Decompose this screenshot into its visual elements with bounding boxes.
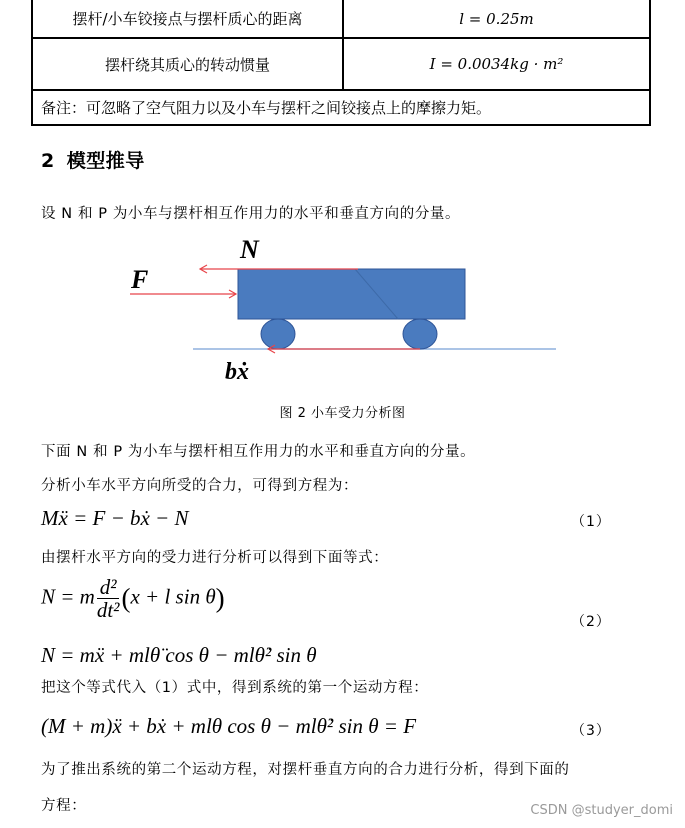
parameter-table [31, 0, 651, 126]
table-cell-label: 摆杆/小车铰接点与摆杆质心的距离 [32, 0, 343, 38]
section-heading [41, 146, 145, 173]
figure-caption: 图 2 小车受力分析图 [279, 406, 406, 421]
equation-1-number: （1） [571, 514, 611, 530]
paragraph: 为了推出系统的第二个运动方程，对摆杆垂直方向的合力进行分析，得到下面的 [41, 762, 570, 778]
table-cell-value: l = 0.25m [343, 0, 650, 38]
equation-2-rhs: x + l sin θ [130, 584, 216, 609]
table-cell-value: I = 0.0034kg · m² [343, 38, 650, 90]
equation-3: (M + m)ẍ + bẋ + mlθ cos θ − mlθ̇² sin θ = F [41, 714, 417, 738]
equation-1: Mẍ = F − bẋ − N [41, 506, 189, 530]
section-number: 2 [41, 150, 55, 172]
equation-2-lhs: N = m [41, 584, 95, 609]
friction-label: bẋ [225, 359, 249, 385]
paragraph: 把这个等式代入（1）式中，得到系统的第一个运动方程： [41, 680, 429, 696]
fraction-numerator: d² [97, 576, 120, 599]
table-note: 备注：可忽略了空气阻力以及小车与摆杆之间铰接点上的摩擦力矩。 [32, 90, 650, 125]
paragraph: 方程： [41, 798, 87, 814]
equation-3-number: （3） [571, 723, 611, 739]
equation-2-fraction [97, 576, 120, 621]
cart-force-diagram [0, 230, 685, 400]
cart-wheel-left [261, 319, 295, 349]
paragraph: 下面 N 和 P 为小车与摆杆相互作用力的水平和垂直方向的分量。 [41, 444, 476, 460]
table-cell-label: 摆杆绕其质心的转动惯量 [32, 38, 343, 90]
cart-body [238, 269, 465, 319]
section-title: 模型推导 [66, 150, 145, 172]
equation-2 [41, 576, 225, 621]
cart-wheel-right [403, 319, 437, 349]
paragraph: 由摆杆水平方向的受力进行分析可以得到下面等式： [41, 550, 389, 566]
paragraph: 分析小车水平方向所受的合力，可得到方程为： [41, 478, 359, 494]
equation-2b: N = mẍ + mlθ̈ cos θ − mlθ̇² sin θ [41, 643, 317, 667]
equation-2-number: （2） [571, 614, 611, 630]
force-n-label: N [240, 235, 259, 264]
paren-close-icon: ) [215, 583, 225, 614]
paren-open-icon: ( [121, 583, 131, 614]
fraction-denominator: dt² [96, 598, 120, 623]
watermark: CSDN @studyer_domi [530, 803, 673, 818]
intro-paragraph: 设 N 和 P 为小车与摆杆相互作用力的水平和垂直方向的分量。 [41, 206, 461, 222]
force-f-label: F [131, 265, 149, 294]
